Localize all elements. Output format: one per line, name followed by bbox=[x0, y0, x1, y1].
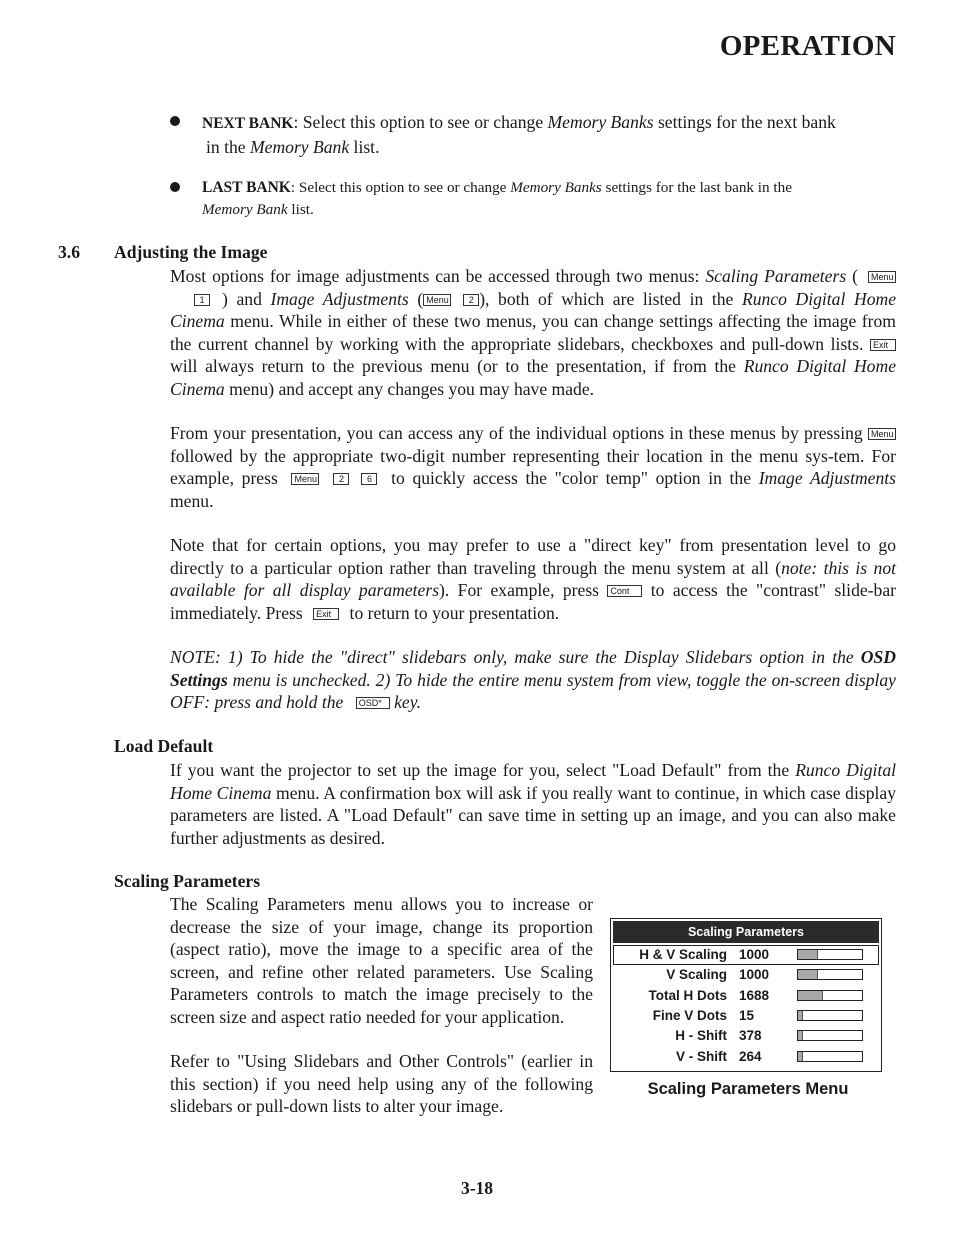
slidebar-fill bbox=[798, 970, 818, 979]
menu-row bbox=[611, 986, 881, 1006]
bullet-label: LAST BANK bbox=[202, 179, 291, 196]
slidebar bbox=[797, 1030, 863, 1041]
menu-row-label: Total H Dots bbox=[648, 987, 727, 1003]
scaling-paragraph-2: Refer to "Using Slidebars and Other Controls" (earlier in this section) if you need help using any of the following slidebars or pull-down lists to alter your image. bbox=[170, 1051, 593, 1116]
bullet-last-bank: LAST BANK: Select this option to see or change Memory Banks settings for the last bank in the Memory Bank list. bbox=[202, 179, 792, 218]
slidebar-fill bbox=[798, 1011, 803, 1020]
load-default-paragraph: If you want the projector to set up the image for you, select "Load Default" from the Runco Digital Home Cinema menu. A confirmation box will ask if you really want to continue, in which case display parameters are listed. A "Load Default" can save time in setting up an image, and you can also make further adjustments as desired. bbox=[170, 760, 897, 848]
key-2-icon: 2 bbox=[463, 294, 479, 306]
menu-row-value: 1000 bbox=[739, 947, 770, 962]
slidebar-fill bbox=[798, 991, 823, 1000]
menu-row-value: 15 bbox=[739, 1007, 755, 1023]
menu-row-label: V - Shift bbox=[676, 1048, 727, 1064]
slidebar-fill bbox=[798, 950, 818, 959]
adjusting-paragraph-2: From your presentation, you can access any of the individual options in these menus by pressing Menu followed by the appropriate two-digit number representing their location in the menu sys-tem. For example, press Menu 2 6 to quickly access the "color temp" option in the Image Adjustments menu. bbox=[170, 423, 896, 511]
scaling-paragraph-1: The Scaling Parameters menu allows you to increase or decrease the size of your image, change its proportion (aspect ratio), move the image to a specific area of the screen, and refine other related parameters. Use Scaling Parameters controls to match the image precisely to the screen size and aspect ratio needed for your application. bbox=[170, 894, 593, 1027]
slidebar-fill bbox=[798, 1052, 803, 1061]
menu-key-icon: Menu bbox=[868, 428, 896, 440]
menu-row bbox=[611, 1006, 881, 1026]
section-title: Adjusting the Image bbox=[114, 242, 268, 262]
menu-row-value: 1000 bbox=[739, 967, 770, 983]
menu-row-label: V Scaling bbox=[666, 967, 727, 983]
menu-row bbox=[611, 1026, 881, 1046]
key-2-icon: 2 bbox=[333, 473, 349, 485]
scaling-parameters-heading: Scaling Parameters bbox=[114, 871, 261, 891]
bullet-next-bank: NEXT BANK: Select this option to see or change Memory Banks settings for the next bank in the Memory Bank list. bbox=[202, 112, 836, 157]
menu-row-value: 378 bbox=[739, 1028, 762, 1044]
bullet-label: NEXT BANK bbox=[202, 115, 294, 132]
slidebar bbox=[797, 990, 863, 1001]
slidebar bbox=[797, 1051, 863, 1062]
menu-row bbox=[611, 1047, 881, 1067]
osd-key-icon: OSD* bbox=[356, 697, 390, 709]
bullet-dot bbox=[170, 182, 180, 192]
osd-note: NOTE: 1) To hide the "direct" slidebars only, make sure the Display Slidebars option in the OSD Settings menu is unchecked. 2) To hide the entire menu system from view, toggle the on-screen display OFF: press and hold the OSD* key. bbox=[170, 647, 896, 712]
menu-row-label: Fine V Dots bbox=[652, 1007, 727, 1023]
bullet-dot bbox=[170, 116, 180, 126]
menu-row-label: H & V Scaling bbox=[639, 947, 727, 962]
menu-row-label: H - Shift bbox=[675, 1028, 727, 1044]
page-number: 3-18 bbox=[460, 1178, 494, 1198]
menu-key-icon: Menu bbox=[423, 294, 451, 306]
slidebar bbox=[797, 949, 863, 960]
slidebar bbox=[797, 1010, 863, 1021]
menu-row-value: 1688 bbox=[739, 987, 770, 1003]
menu-row bbox=[611, 945, 881, 965]
exit-key-icon: Exit bbox=[870, 339, 896, 351]
menu-title-bar: Scaling Parameters bbox=[613, 921, 879, 943]
menu-row-value: 264 bbox=[739, 1048, 762, 1064]
menu-row bbox=[611, 965, 881, 985]
slidebar bbox=[797, 969, 863, 980]
contrast-key-icon: Cont bbox=[607, 585, 642, 597]
load-default-heading: Load Default bbox=[114, 736, 214, 756]
exit-key-icon: Exit bbox=[313, 608, 339, 620]
figure-caption: Scaling Parameters Menu bbox=[647, 1080, 849, 1098]
adjusting-paragraph-3: Note that for certain options, you may prefer to use a "direct key" from presentation level to go directly to a particular option rather than traveling through the menu system at all (note: this is not available for all display parameters). For example, press Cont to access the "contrast" slide-bar immediately. Press Exit to return to your presentation. bbox=[170, 535, 897, 623]
menu-key-icon: Menu bbox=[868, 271, 896, 283]
page-header-title: OPERATION bbox=[719, 30, 896, 62]
menu-key-icon: Menu bbox=[291, 473, 319, 485]
scaling-parameters-menu-figure bbox=[610, 918, 882, 1072]
section-number: 3.6 bbox=[58, 242, 80, 262]
key-6-icon: 6 bbox=[361, 473, 377, 485]
slidebar-fill bbox=[798, 1031, 803, 1040]
key-1-icon: 1 bbox=[194, 294, 210, 306]
adjusting-paragraph-1: Most options for image adjustments can be accessed through two menus: Scaling Parameters ( Menu1 ) and Image Adjustments ( Menu 2 ), both of which are listed in the Runco Digital Home Cinema menu. While in either of these two menus, you can change settings affecting the image from the current channel by working with the appropriate slidebars, checkboxes and pull-down lists. Exit will always return to the previous menu (or to the presentation, if from the Runco Digital Home Cinema menu) and accept any changes you may have made. bbox=[170, 266, 897, 399]
